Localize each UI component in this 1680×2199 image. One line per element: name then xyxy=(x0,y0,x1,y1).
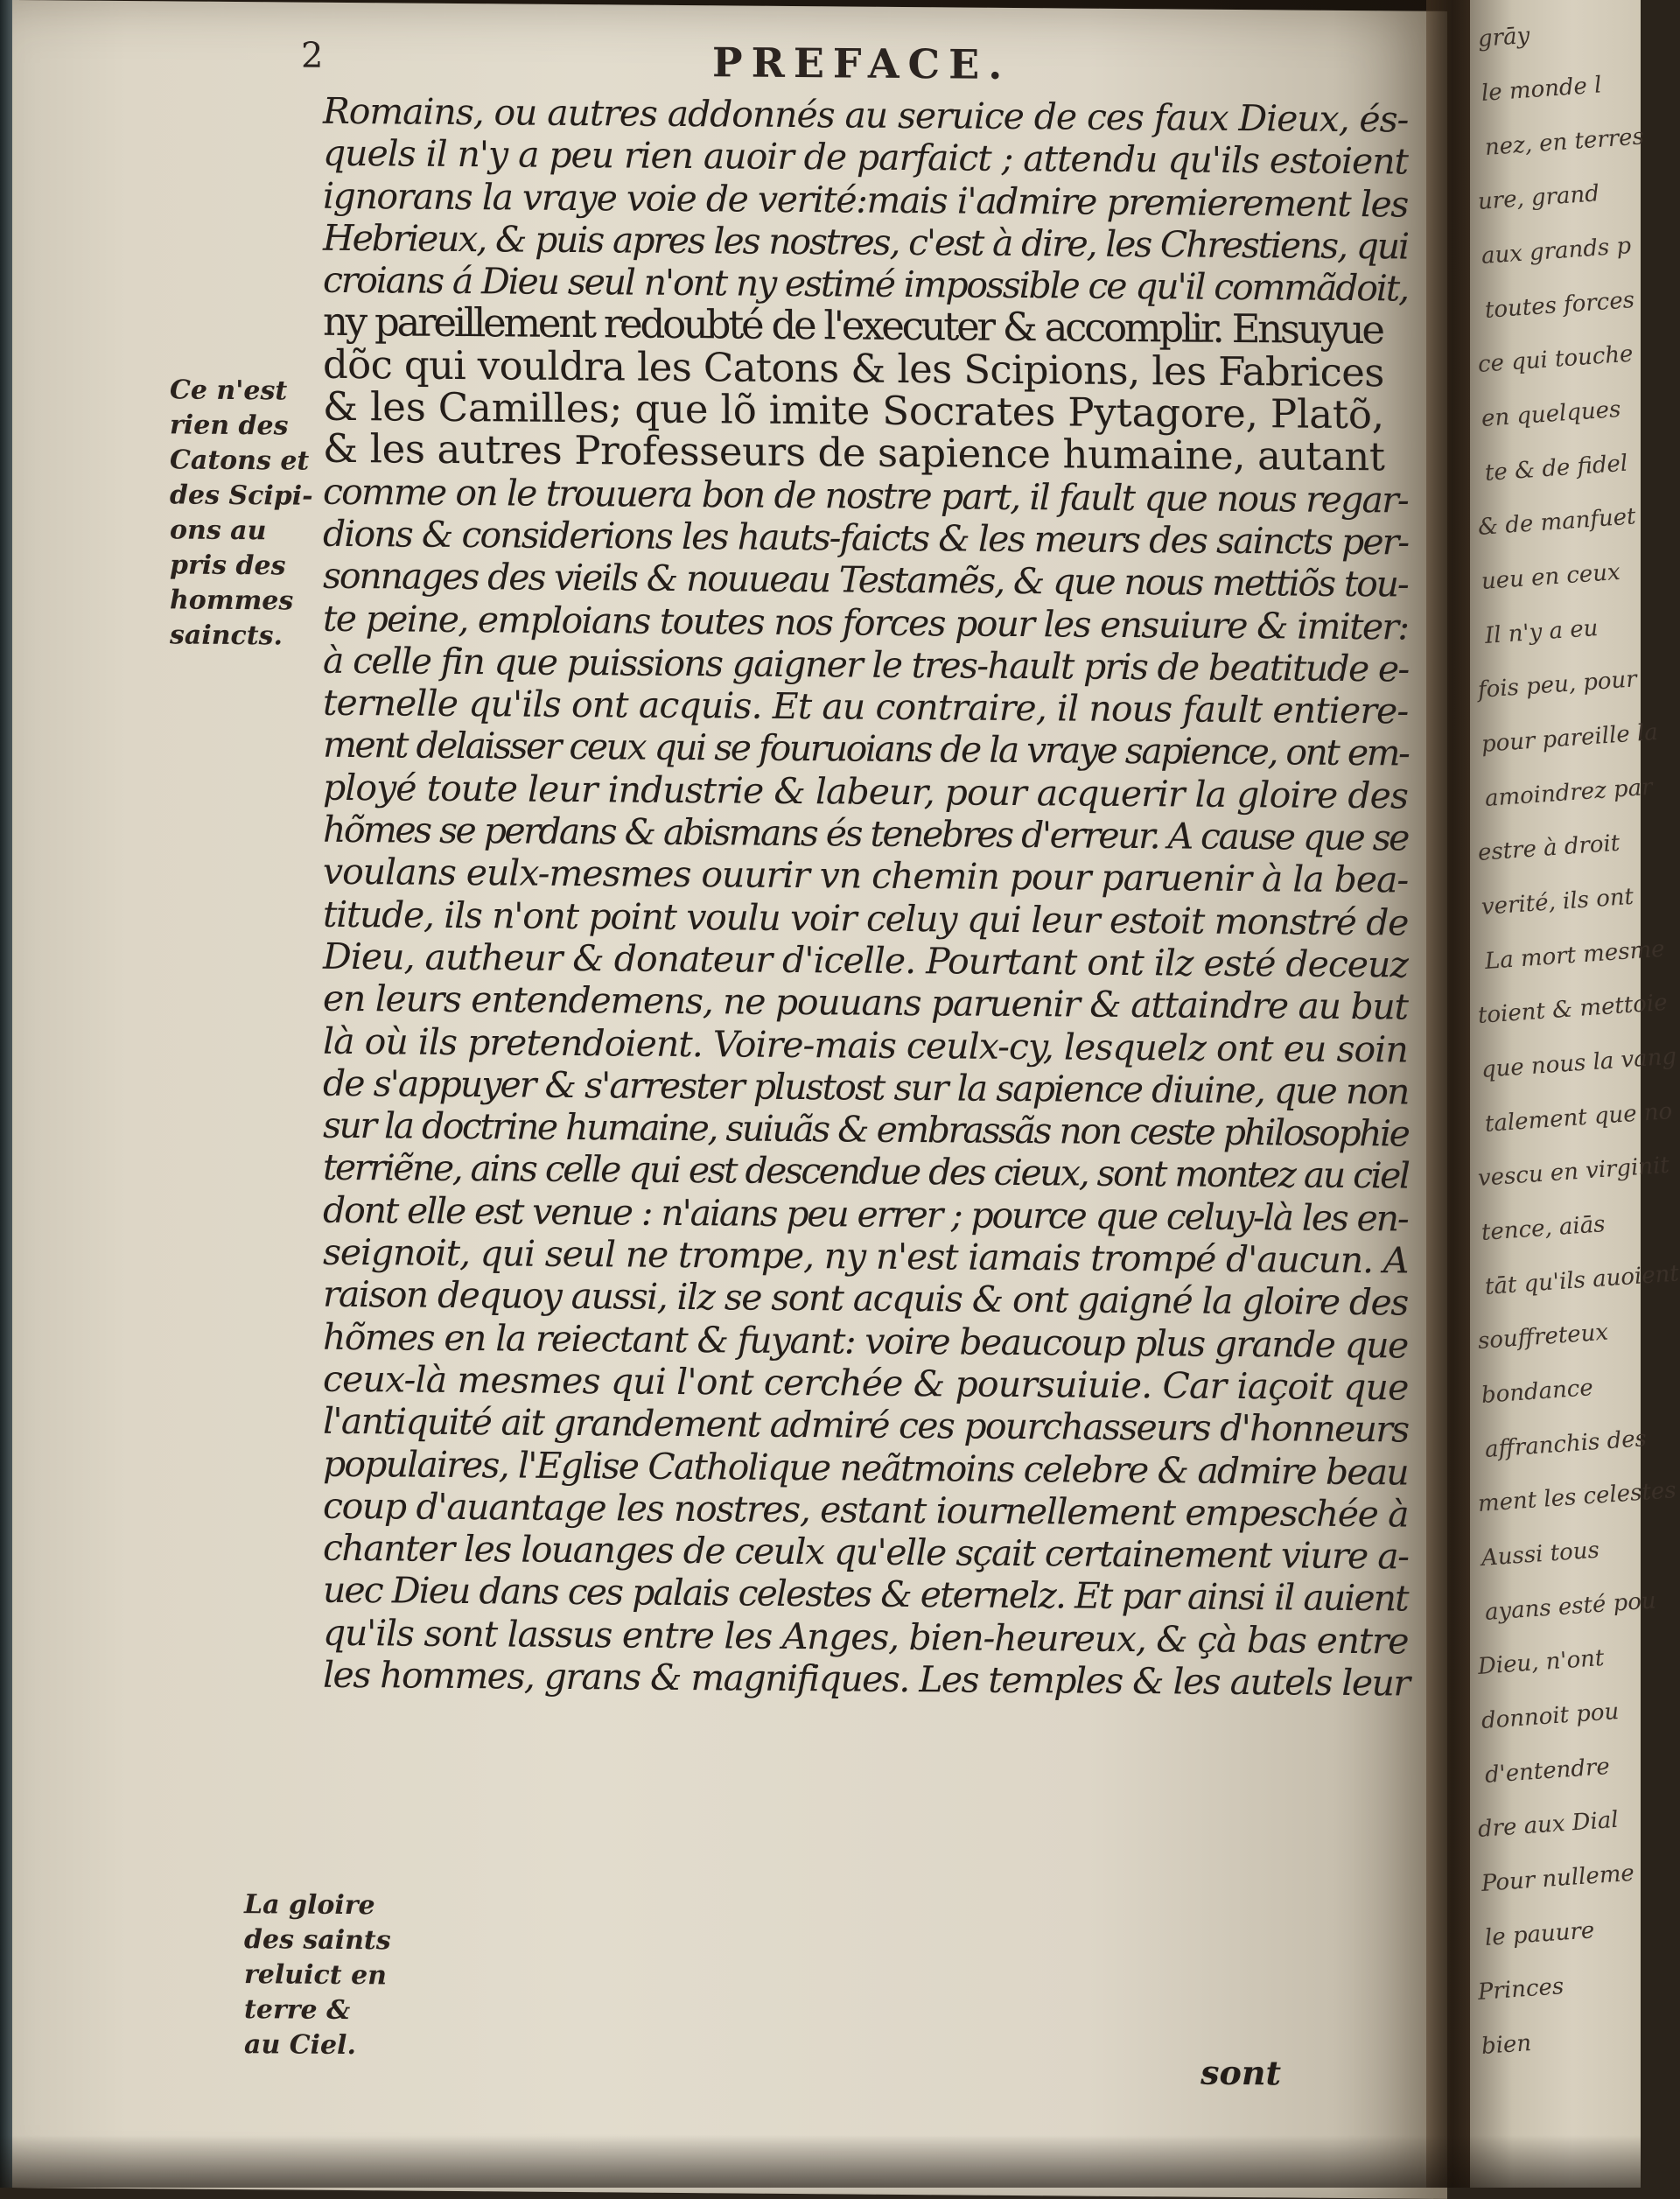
right-page-fragment: que nous la vang xyxy=(1480,1043,1678,1083)
text-line: ment delaisser ceux qui se fouruoians de la vraye sapience, ont em- xyxy=(323,724,1409,774)
right-page-fragment: pour pareille la xyxy=(1480,718,1659,758)
right-page-fragment: ayans esté pou xyxy=(1484,1587,1657,1626)
text-line: ployé toute leur industrie & labeur, pour acquerir la gloire des xyxy=(323,766,1408,817)
text-line: uec Dieu dans ces palais celestes & eternelz. Et par ainsi il auient xyxy=(323,1569,1408,1620)
text-line: & les autres Professeurs de sapience humaine, autant xyxy=(323,425,1385,480)
text-line: hõmes se perdans & abismans és tenebres d'erreur. A cause que se xyxy=(323,808,1408,859)
right-page-fragment: ment les celestes xyxy=(1477,1477,1677,1517)
text-line: quels il n'y a peu rien auoir de parfaict ; attendu qu'ils estoient xyxy=(323,132,1408,183)
text-line: te peine, emploians toutes nos forces pour les ensuiure & imiter: xyxy=(323,597,1409,648)
text-line: dõc qui vouldra les Catons & les Scipions, les Fabrices xyxy=(323,340,1384,396)
right-page-fragment: bien xyxy=(1480,2030,1533,2060)
text-line: coup d'auantage les nostres, estant iournellement empeschée à xyxy=(323,1484,1409,1536)
right-page-fragment: talement que no xyxy=(1484,1098,1674,1138)
right-page-fragment: nez, en terres xyxy=(1484,123,1645,161)
margin-note-line: terre & xyxy=(244,1994,351,2027)
text-line: croians á Dieu seul n'ont ny estimé impossible ce qu'il commãdoit, xyxy=(323,258,1408,310)
right-page-fragment: verité, ils ont xyxy=(1480,883,1634,921)
right-page-fragment: donnoit pou xyxy=(1480,1698,1620,1734)
text-line: dions & considerions les hauts-faicts & les meurs des saincts per- xyxy=(323,512,1409,564)
right-page-fragment: ce qui touche xyxy=(1477,340,1634,378)
right-page-fragment: affranchis des xyxy=(1484,1425,1648,1463)
right-page-fragment: en quelques xyxy=(1480,396,1622,432)
text-line: de s'appuyer & s'arrester plustost sur la sapience diuine, que non xyxy=(323,1061,1409,1113)
right-page-fragment: aux grands p xyxy=(1480,233,1633,270)
margin-note-line: pris des xyxy=(170,550,286,582)
text-line: Romains, ou autres addonnés au seruice de ces faux Dieux, és- xyxy=(323,89,1409,141)
right-page-fragment: tence, aiās xyxy=(1480,1211,1606,1246)
right-page-fragment: amoindrez par xyxy=(1484,774,1654,812)
right-page-fragment: toutes forces xyxy=(1484,287,1635,324)
text-line: sonnages des vieils & nouueau Testamẽs, & que nous mettiõs tou- xyxy=(323,555,1408,606)
text-line: raison dequoy aussi, ilz se sont acquis & ont gaigné la gloire des xyxy=(323,1273,1408,1324)
text-line: sur la doctrine humaine, suiuãs & embrassãs non ceste philosophie xyxy=(323,1103,1409,1155)
body-text xyxy=(323,90,1408,1705)
right-page-fragment: Il n'y a eu xyxy=(1484,614,1600,649)
text-line: seignoit, qui seul ne trompe, ny n'est iamais trompé d'aucun. A xyxy=(323,1230,1409,1282)
text-line: comme on le trouuera bon de nostre part, il fault que nous regar- xyxy=(323,470,1408,522)
margin-note-line: au Ciel. xyxy=(244,2029,356,2062)
text-line: terriẽne, ains celle qui est descendue des cieux, sont montez au ciel xyxy=(323,1146,1409,1197)
right-page-fragment: ure, grand xyxy=(1477,180,1600,215)
right-page-fragment: Pour nulleme xyxy=(1480,1859,1635,1897)
left-page xyxy=(12,0,1447,2199)
text-line: ternelle qu'ils ont acquis. Et au contraire, il nous fault entiere- xyxy=(323,681,1409,732)
text-line: dont elle est venue : n'aians peu errer ; pource que celuy-là les en- xyxy=(323,1188,1408,1240)
text-line: populaires, l'Eglise Catholique neãtmoins celebre & admire beau xyxy=(323,1442,1408,1494)
right-page-fragment: dre aux Dial xyxy=(1477,1806,1620,1843)
right-page-fragment: d'entendre xyxy=(1484,1754,1611,1789)
margin-note-line: Catons et xyxy=(170,445,310,477)
margin-note-line: reluict en xyxy=(244,1959,387,1992)
right-page-fragment: bondance xyxy=(1480,1375,1594,1409)
text-line: là où ils pretendoient. Voire-mais ceulx-cy, lesquelz ont eu soin xyxy=(323,1019,1408,1071)
right-page-fragment: & de manfuet xyxy=(1477,503,1637,541)
page-title: PREFACE. xyxy=(712,39,1012,88)
right-page-fragment: toient & mettoie xyxy=(1477,989,1669,1029)
margin-note-catons xyxy=(170,373,313,654)
right-page-fragment: Aussi tous xyxy=(1480,1537,1600,1572)
right-page-fragment: fois peu, pour xyxy=(1477,666,1638,704)
margin-note-line: des saints xyxy=(244,1924,391,1957)
text-line: titude, ils n'ont point voulu voir celuy qui leur estoit monstré de xyxy=(323,893,1409,944)
margin-note-gloire xyxy=(244,1887,391,2063)
margin-note-line: hommes xyxy=(170,585,294,617)
text-line: en leurs entendemens, ne pouuans paruenir & attaindre au but xyxy=(323,977,1408,1028)
margin-note-line: rien des xyxy=(170,410,289,442)
right-page-sliver xyxy=(1470,0,1680,2188)
bottom-shadow xyxy=(0,2135,1641,2188)
page-number: 2 xyxy=(301,35,325,76)
right-page-fragment: te & de fidel xyxy=(1484,450,1629,487)
right-page-fragment: le monde l xyxy=(1480,72,1603,107)
text-line: ignorans la vraye voie de verité:mais i'admire premierement les xyxy=(323,174,1408,226)
text-line: hõmes en la reiectant & fuyant: voire beaucoup plus grande que xyxy=(323,1315,1408,1367)
margin-note-line: Ce n'est xyxy=(170,375,288,407)
text-line: voulans eulx-mesmes ouurir vn chemin pour paruenir à la bea- xyxy=(323,851,1409,901)
margin-note-line: La gloire xyxy=(244,1889,375,1922)
text-line: qu'ils sont lassus entre les Anges, bien-heureux, & çà bas entre xyxy=(323,1611,1409,1663)
right-page-fragment: le pauure xyxy=(1484,1917,1596,1951)
right-page-fragment: vescu en virginit xyxy=(1477,1152,1670,1192)
margin-note-line: saincts. xyxy=(170,620,283,652)
right-page-fragment: Dieu, n'ont xyxy=(1477,1644,1606,1680)
text-line: l'antiquité ait grandement admiré ces pourchasseurs d'honneurs xyxy=(323,1399,1409,1451)
text-line: ceux-là mesmes qui l'ont cerchée & poursuiuie. Car iaçoit que xyxy=(323,1357,1409,1409)
right-page-fragment: ueu en ceux xyxy=(1480,558,1621,595)
text-line: ny pareillement redoubté de l'executer & accomplir. Ensuyue xyxy=(323,298,1382,354)
margin-note-line: ons au xyxy=(170,515,267,547)
right-page-fragment: La mort mesme xyxy=(1484,935,1666,975)
right-page-fragment: grāy xyxy=(1477,22,1531,53)
text-line: Dieu, autheur & donateur d'icelle. Pourtant ont ilz esté deceuz xyxy=(323,935,1408,986)
right-page-fragment: souffreteux xyxy=(1477,1319,1609,1355)
margin-note-line: des Scipi- xyxy=(170,480,313,512)
text-line: chanter les louanges de ceulx qu'elle sçait certainement viure a- xyxy=(323,1526,1409,1578)
right-page-fragment: Princes xyxy=(1477,1973,1565,2006)
text-line: à celle fin que puissions gaigner le tres-hault pris de beatitude e- xyxy=(323,639,1409,690)
text-line: Hebrieux, & puis apres les nostres, c'est à dire, les Chrestiens, qui xyxy=(323,216,1408,268)
right-page-fragment: tāt qu'ils auoient xyxy=(1484,1260,1680,1300)
right-page-fragment: estre à droit xyxy=(1477,830,1621,866)
catchword: sont xyxy=(1200,2052,1281,2093)
text-line: les hommes, grans & magnifiques. Les temples & les autels leur xyxy=(323,1653,1410,1705)
running-head xyxy=(12,33,1447,97)
text-line: & les Camilles; que lõ imite Socrates Pytagore, Platõ, xyxy=(323,382,1384,438)
